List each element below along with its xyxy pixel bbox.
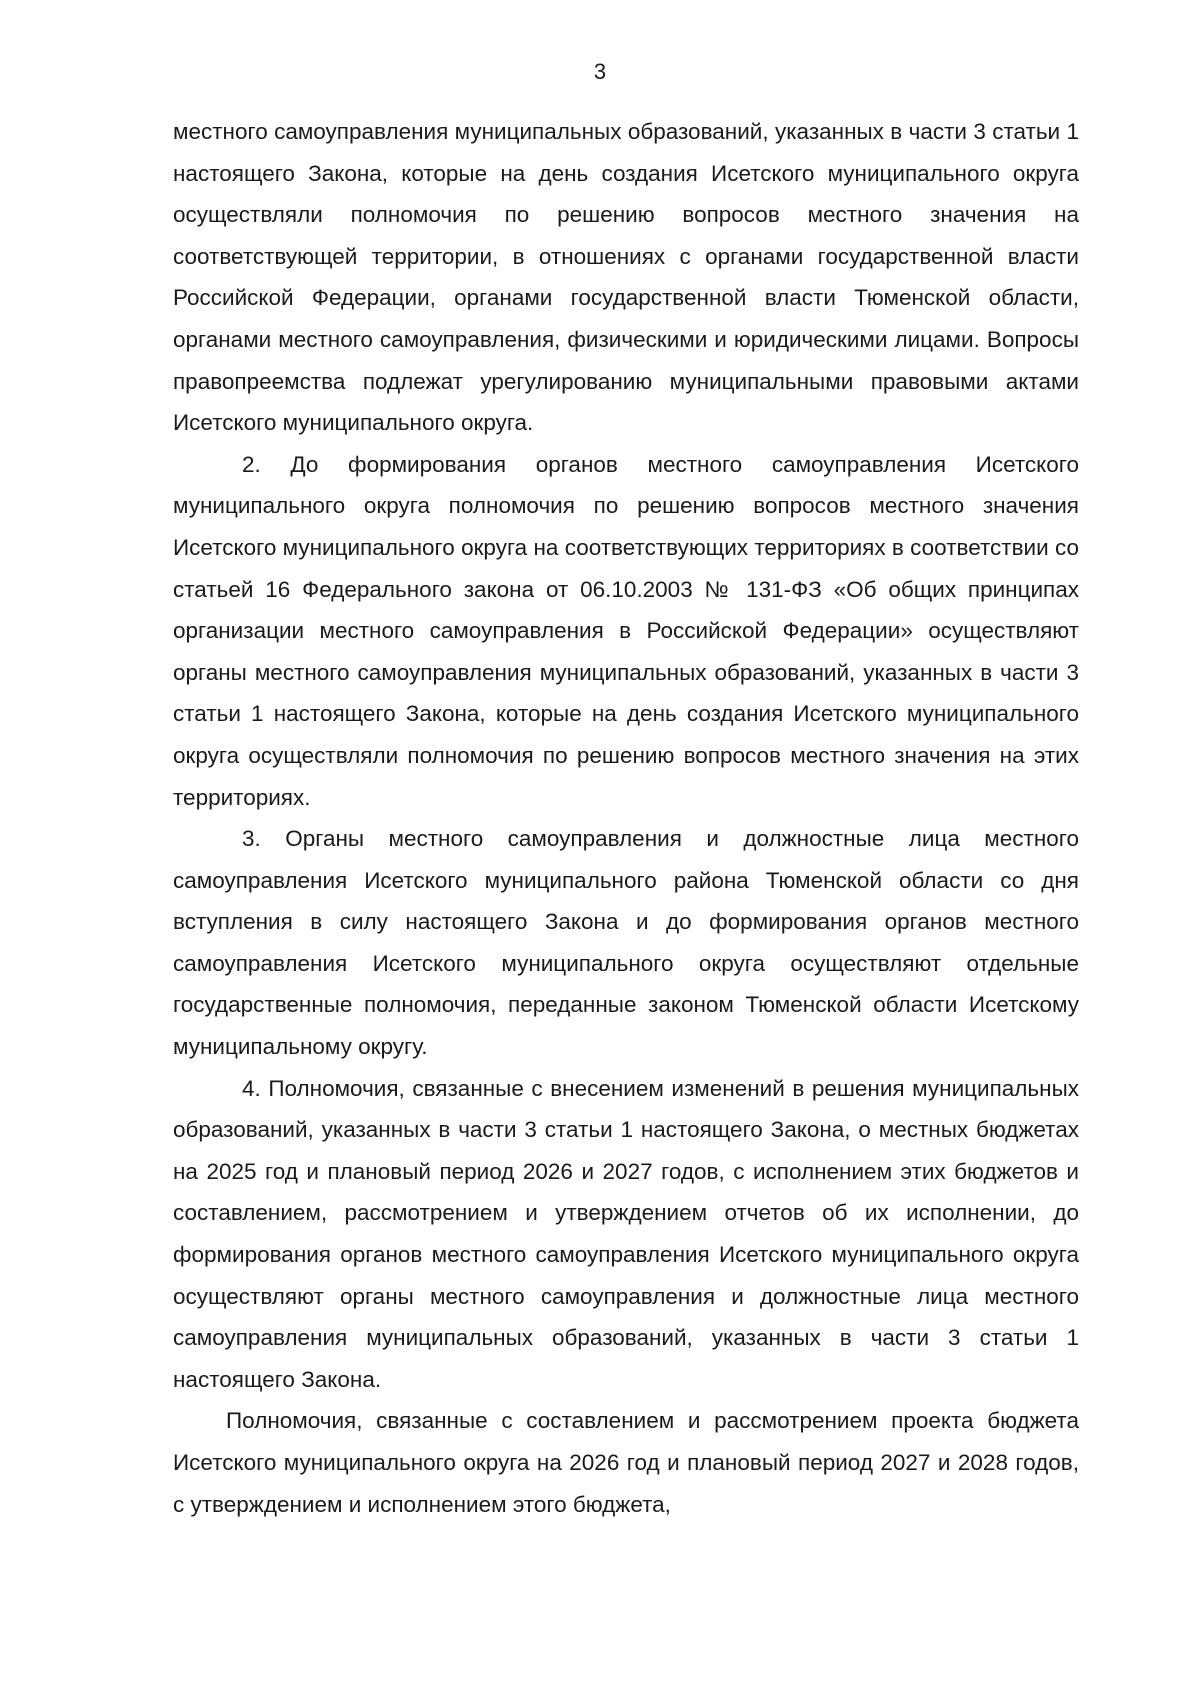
paragraph-item-4: 4. Полномочия, связанные с внесением изменений в решения муниципальных образований, указанных в части 3 статьи 1 настоящего Закона, о местных бюджетах на 2025 год и плановый период 2026 и 2027 годов, с исполнением этих бюджетов и составлением, рассмотрением и утверждением отчетов об их исполнении, до формирования органов местного самоуправления Исетского муниципального округа осуществляют органы местного самоуправления и должностные лица местного самоуправления муниципальных образований, указанных в части 3 статьи 1 настоящего Закона. <box>173 1075 1079 1392</box>
paragraph-continuation: местного самоуправления муниципальных образований, указанных в части 3 статьи 1 настоящего Закона, которые на день создания Исетского муниципального округа осуществляли полномочия по решению вопросов местного значения на соответствующей территории, в отношениях с органами государственной власти Российской Федерации, органами государственной власти Тюменской области, органами местного самоуправления, физическими и юридическими лицами. Вопросы правопреемства подлежат урегулированию муниципальными правовыми актами Исетского муниципального округа. <box>173 119 1079 436</box>
paragraph-item-3: 3. Органы местного самоуправления и должностные лица местного самоуправления Исетского муниципального района Тюменской области со дня вступления в силу настоящего Закона и до формирования органов местного самоуправления Исетского муниципального округа осуществляют отдельные государственные полномочия, переданные законом Тюменской области Исетскому муниципальному округу. <box>173 826 1079 1060</box>
page-number: 3 <box>593 59 607 84</box>
paragraph-budget-powers: Полномочия, связанные с составлением и рассмотрением проекта бюджета Исетского муниципального округа на 2026 год и плановый период 2027 и 2028 годов, с утверждением и исполнением этого бюджета, <box>173 1408 1079 1517</box>
document-body <box>173 111 1079 1525</box>
paragraph-item-2: 2. До формирования органов местного самоуправления Исетского муниципального округа полномочия по решению вопросов местного значения Исетского муниципального округа на соответствующих территориях в соответствии со статьей 16 Федерального закона от 06.10.2003 № 131-ФЗ «Об общих принципах организации местного самоуправления в Российской Федерации» осуществляют органы местного самоуправления муниципальных образований, указанных в части 3 статьи 1 настоящего Закона, которые на день создания Исетского муниципального округа осуществляли полномочия по решению вопросов местного значения на этих территориях. <box>173 451 1079 810</box>
